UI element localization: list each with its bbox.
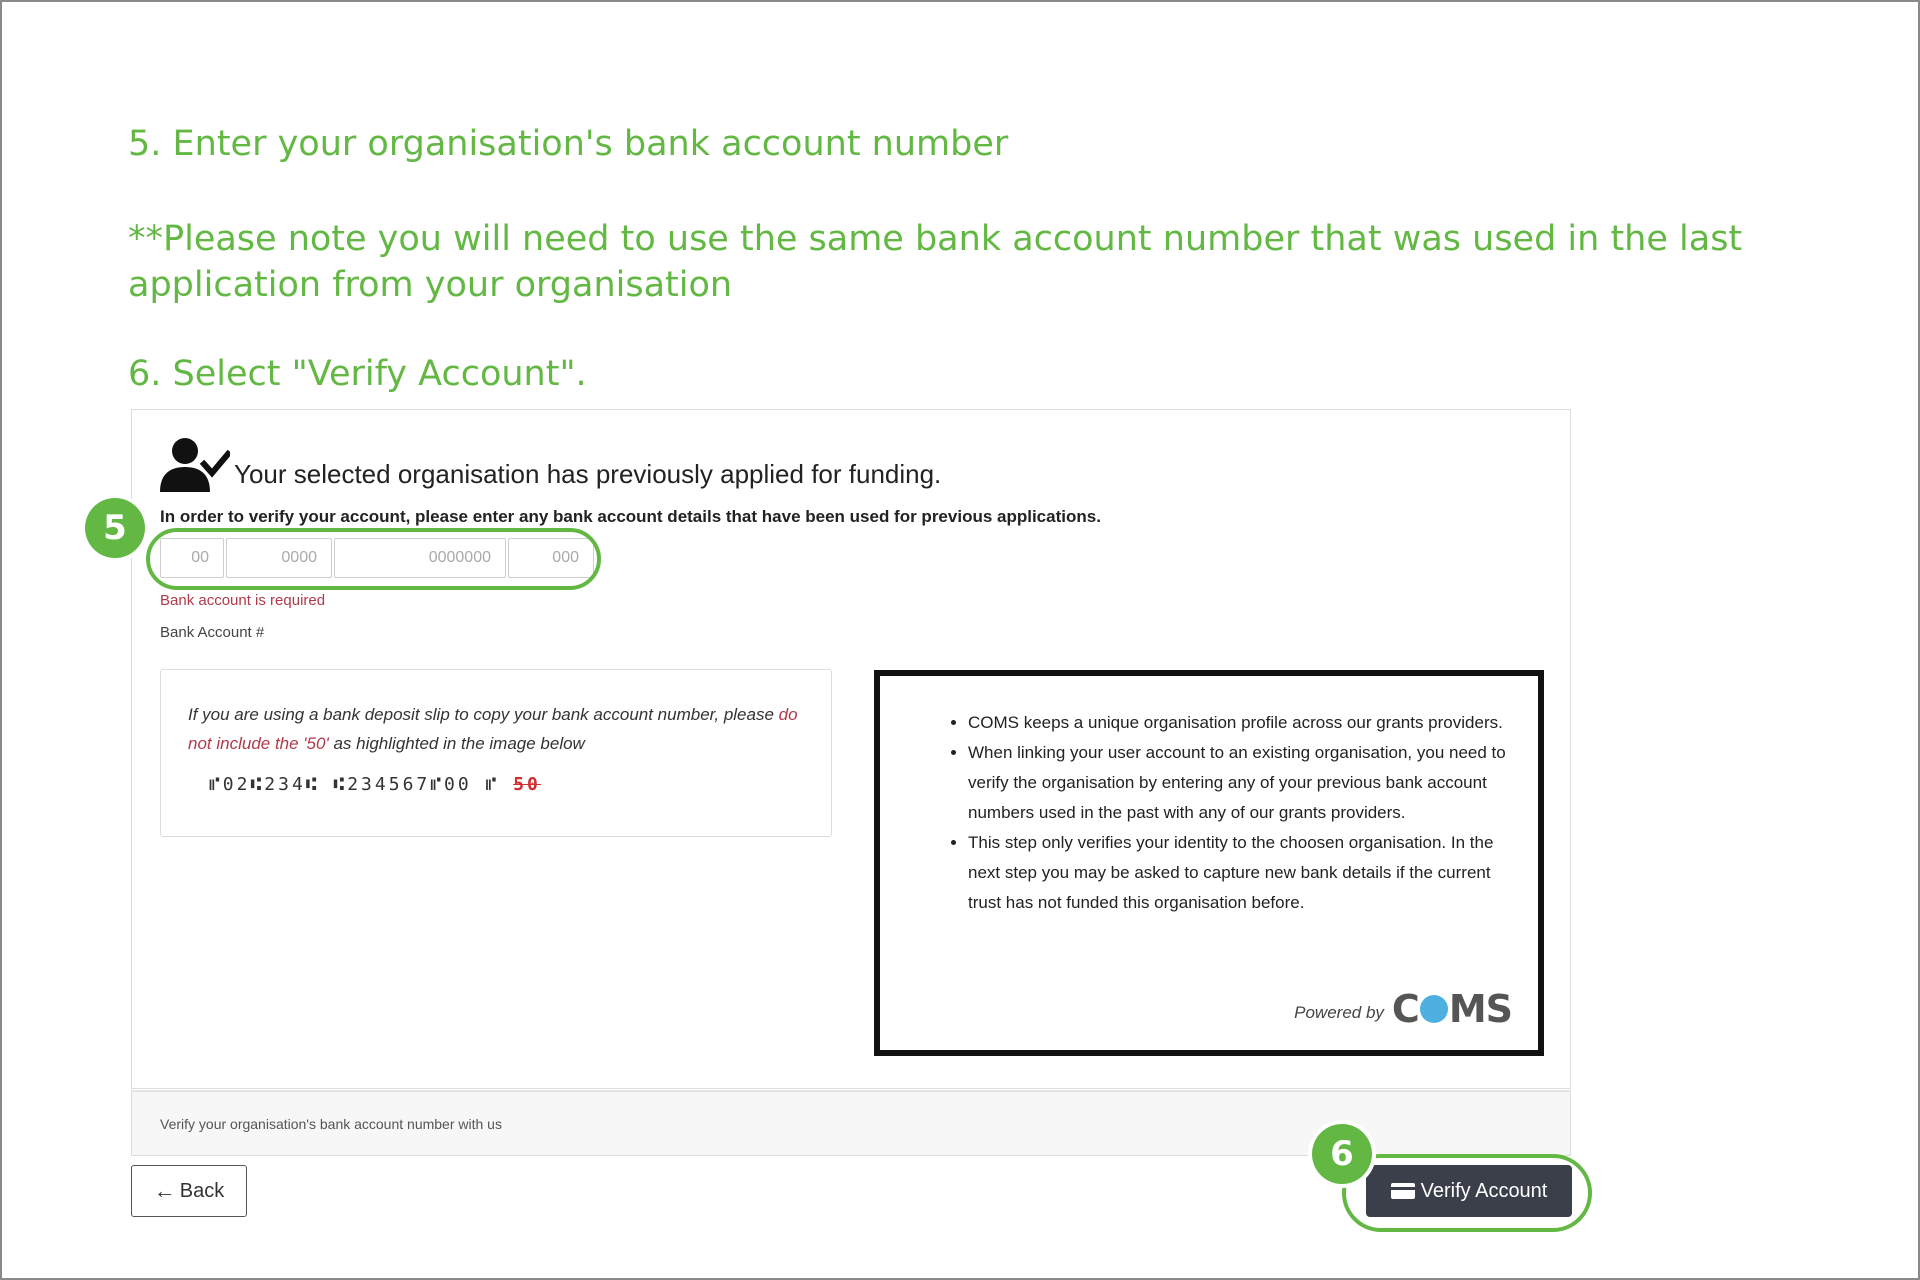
info-box — [874, 670, 1544, 1056]
slip-text-after: as highlighted in the image below — [328, 734, 585, 753]
arrow-left-icon: ← — [153, 1178, 176, 1203]
back-button-label: Back — [179, 1179, 225, 1202]
coms-logo — [1391, 987, 1512, 1031]
info-list — [968, 708, 1508, 918]
bank-account-error: Bank account is required — [160, 592, 326, 609]
deposit-slip-hint — [160, 669, 832, 837]
footer-text: Verify your organisation's bank account number with us — [160, 1116, 502, 1132]
powered-by — [1294, 987, 1512, 1031]
info-bullet-3: • This step only verifies your identity to the choosen organisation. In the next step you may be asked to capture new bank details if the current trust has not funded this organisation before. — [968, 828, 1508, 918]
logo-ms: MS — [1448, 987, 1512, 1031]
micr-line — [209, 774, 541, 795]
bank-account-label: Bank Account # — [160, 624, 265, 641]
step5-instruction: 5. Enter your organisation's bank account number — [128, 124, 1009, 164]
credit-card-icon — [1391, 1183, 1415, 1199]
verify-account-button[interactable] — [1366, 1165, 1572, 1217]
powered-by-text: Powered by — [1294, 1003, 1384, 1022]
step6-instruction: 6. Select "Verify Account". — [128, 354, 587, 394]
back-button[interactable] — [131, 1165, 247, 1217]
slip-text-red: do not include the '50' — [188, 705, 798, 753]
step6-badge: 6 — [1312, 1124, 1372, 1184]
info-bullet-1: • COMS keeps a unique organisation profile across our grants providers. — [968, 708, 1508, 738]
deposit-slip-text — [188, 700, 818, 758]
panel-heading: Your selected organisation has previously applied for funding. — [234, 459, 942, 489]
logo-o-circle — [1420, 995, 1448, 1023]
micr-main: ⑈02⑆234⑆ ⑆234567⑈00 ⑈ — [209, 774, 514, 795]
slip-text-before: If you are using a bank deposit slip to copy your bank account number, please — [188, 705, 779, 724]
micr-struck-50: 50 — [513, 774, 541, 795]
panel-instruction: In order to verify your account, please enter any bank account details that have been used for previous applications. — [160, 507, 1101, 526]
info-bullet-2: • When linking your user account to an existing organisation, you need to verify the organisation by entering any of your previous bank account numbers used in the past with any of our grants providers. — [968, 738, 1508, 828]
user-check-icon — [158, 436, 230, 494]
highlight-ring-step5 — [146, 528, 601, 590]
step5-badge: 5 — [85, 498, 145, 558]
note-instruction: **Please note you will need to use the same bank account number that was used in the last application from your organisation — [128, 219, 1743, 305]
verify-button-label: Verify Account — [1420, 1179, 1548, 1202]
logo-c: C — [1391, 987, 1419, 1031]
